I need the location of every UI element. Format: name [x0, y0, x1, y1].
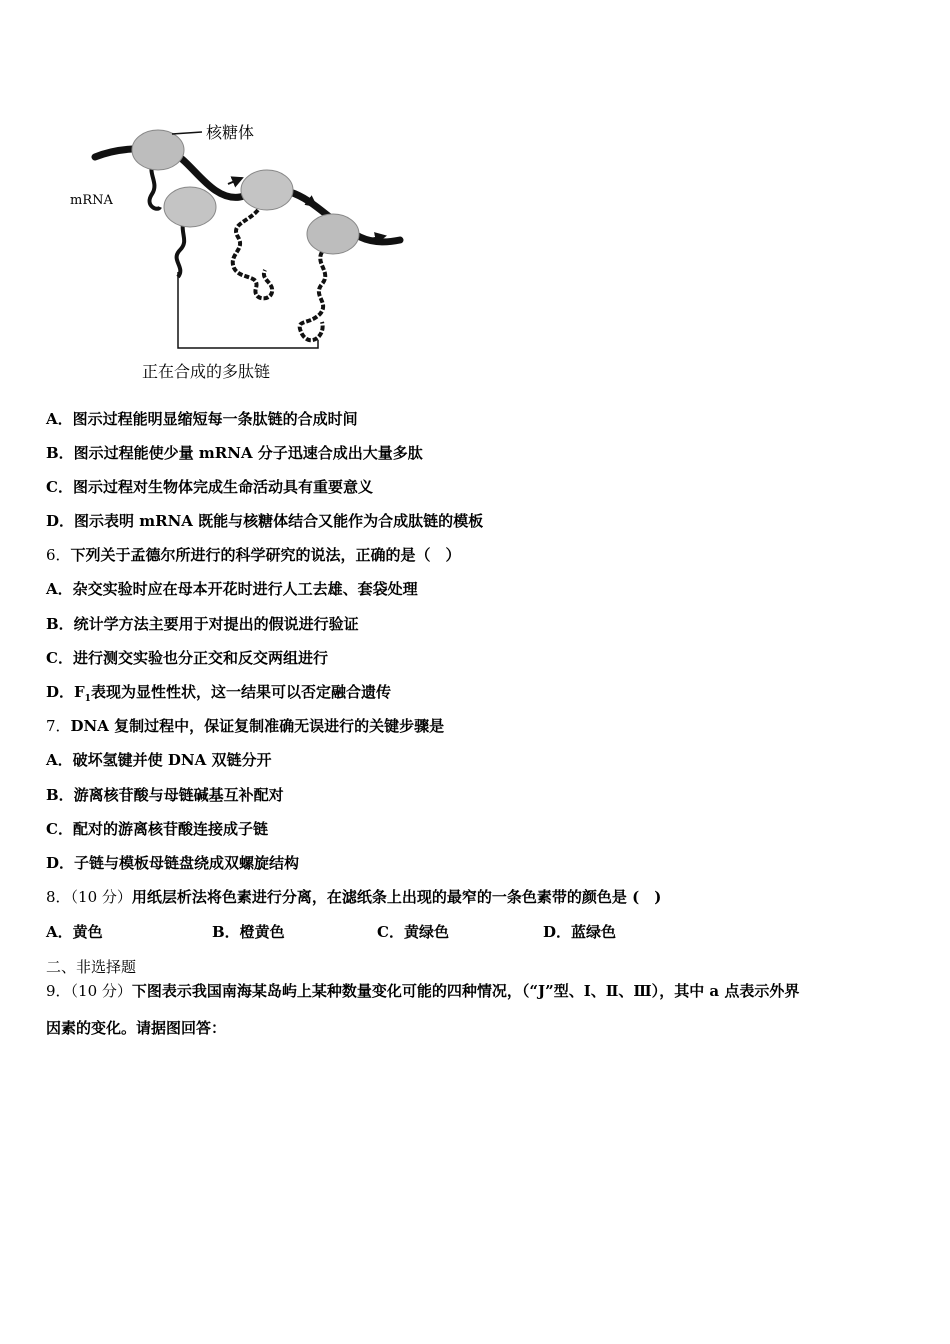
q8-option-c: C．黄绿色	[377, 923, 449, 941]
peptide-bracket	[178, 272, 318, 348]
q6-d-sub: 1	[84, 694, 91, 704]
q8-option-a: A．黄色	[46, 923, 103, 941]
q6-d-post: 表现为显性性状，这一结果可以否定融合遗传	[90, 683, 391, 701]
q6-number: 6．	[46, 546, 71, 564]
peptide-label: 正在合成的多肽链	[142, 362, 271, 381]
q6-stem-text: 下列关于孟德尔所进行的科学研究的说法，正确的是（ ）	[70, 546, 461, 564]
q7-option-d: D．子链与模板母链盘绕成双螺旋结构	[46, 854, 300, 872]
q6-option-c: C．进行测交实验也分正交和反交两组进行	[46, 649, 328, 667]
ribosome-1	[132, 130, 184, 170]
q9-stem-line1	[46, 981, 799, 1001]
q5-option-c: C．图示过程对生物体完成生命活动具有重要意义	[46, 478, 373, 496]
q8-stem	[46, 887, 661, 907]
q9-stem-line2: 因素的变化。请据图回答：	[46, 1019, 227, 1037]
section-heading: 二、非选择题	[46, 958, 137, 976]
polysome-figure	[60, 112, 420, 394]
ribosome-label: 核糖体	[206, 123, 255, 142]
q6-d-pre: D．F	[46, 683, 85, 701]
ribosome-3	[241, 170, 293, 210]
q7-option-c: C．配对的游离核苷酸连接成子链	[46, 820, 268, 838]
q7-option-a: A．破坏氢键并使 DNA 双链分开	[46, 751, 272, 769]
q7-option-b: B．游离核苷酸与母链碱基互补配对	[46, 786, 284, 804]
q5-option-a: A．图示过程能明显缩短每一条肽链的合成时间	[46, 410, 358, 428]
arrow-1	[228, 178, 242, 184]
peptide-chain-4	[300, 252, 326, 340]
q8-option-b: B．橙黄色	[212, 923, 285, 941]
q7-stem	[46, 716, 444, 736]
ribosome-2	[164, 187, 216, 227]
q9-line1-text: 下图表示我国南海某岛屿上某种数量变化可能的四种情况，（“J”型、Ⅰ、Ⅱ、Ⅲ），其中 a 点表示外界	[131, 982, 800, 1000]
q7-stem-text: DNA 复制过程中，保证复制准确无误进行的关键步骤是	[70, 717, 445, 735]
ribosome-pointer	[172, 132, 202, 134]
q6-option-b: B．统计学方法主要用于对提出的假说进行验证	[46, 615, 359, 633]
peptide-chain-3	[233, 210, 272, 298]
q8-option-d: D．蓝绿色	[543, 923, 617, 941]
ribosome-4	[307, 214, 359, 254]
q6-stem	[46, 545, 461, 565]
q6-option-d	[46, 682, 391, 709]
q7-number: 7．	[46, 717, 71, 735]
q5-option-b: B．图示过程能使少量 mRNA 分子迅速合成出大量多肽	[46, 444, 423, 462]
q8-number: 8．（10 分）	[46, 888, 132, 906]
q8-stem-text: 用纸层析法将色素进行分离，在滤纸条上出现的最窄的一条色素带的颜色是 ( )	[131, 888, 662, 906]
q9-number: 9．（10 分）	[46, 982, 132, 1000]
q5-option-d: D．图示表明 mRNA 既能与核糖体结合又能作为合成肽链的模板	[46, 512, 484, 530]
q6-option-a: A．杂交实验时应在母本开花时进行人工去雄、套袋处理	[46, 580, 418, 598]
mrna-label: mRNA	[70, 193, 113, 208]
